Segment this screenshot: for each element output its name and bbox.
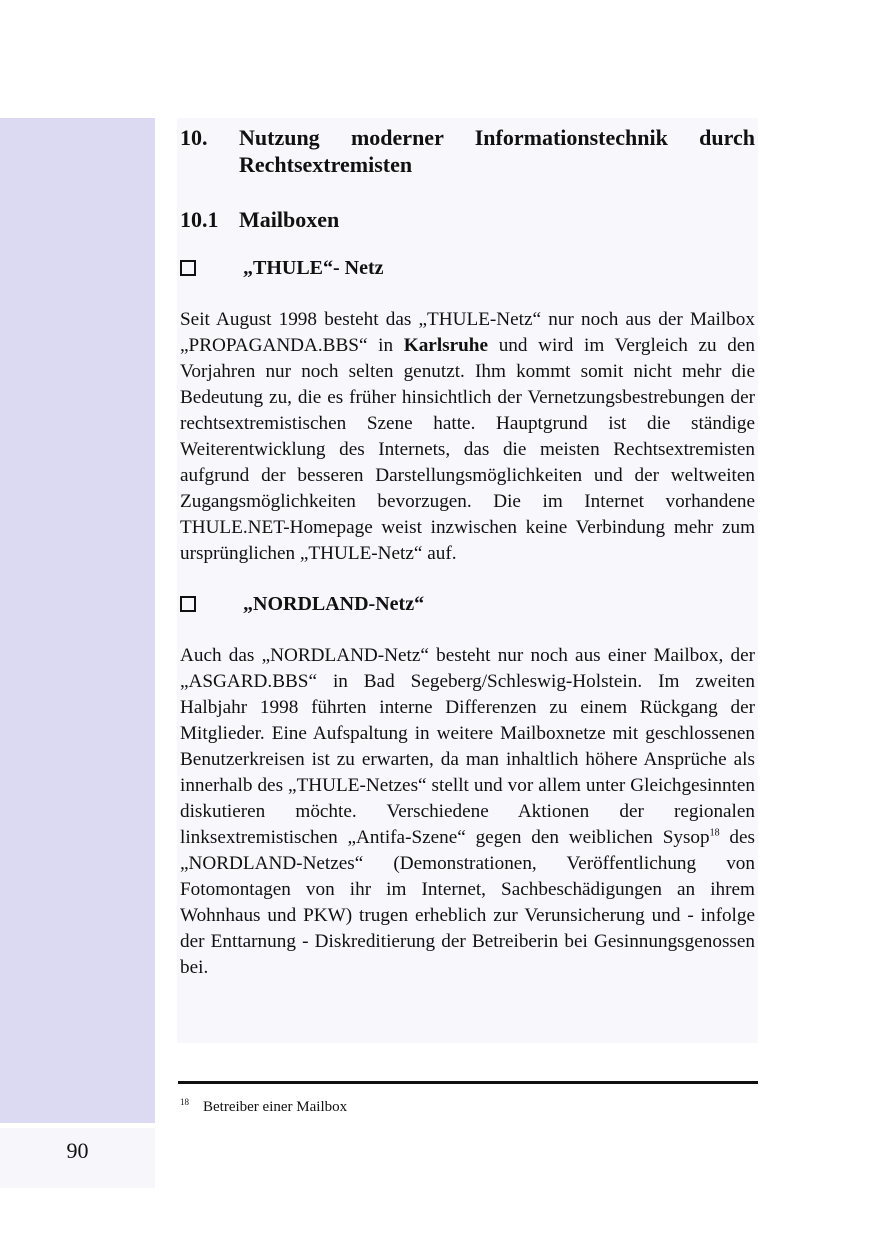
page-content <box>180 124 755 1000</box>
section-title: Mailboxen <box>239 207 340 232</box>
footnote <box>180 1097 347 1116</box>
paragraph-thule <box>180 307 755 567</box>
subsection-title-nordland: „NORDLAND-Netz“ <box>243 593 425 615</box>
paragraph-nordland-text-2: des „NORDLAND-Netzes“ (Demonstrationen, Veröffentlichung von Fotomontagen von ihr im Internet, Sachbeschädigungen an ihrem Wohnhaus und PKW) trugen erheblich zur Verunsicherung und - infolge der Enttarnung - Diskreditierung der Betreiberin bei Gesinnungsgenossen bei. <box>180 827 756 978</box>
chapter-number: 10. <box>180 125 208 150</box>
sidebar-band <box>0 118 155 1123</box>
paragraph-nordland-text-1: Auch das „NORDLAND-Netz“ besteht nur noch aus einer Mailbox, der „ASGARD.BBS“ in Bad Segeberg/Schleswig-Holstein. Im zweiten Halbjahr 1998 führten interne Differenzen zu einem Rückgang der Mitglieder. Eine Aufspaltung in weitere Mailboxnetze mit geschlossenen Benutzerkreisen ist zu erwarten, da man inhaltlich höhere Ansprüche als innerhalb des „THULE-Netzes“ stellt und vor allem unter Gleichgesinnten diskutieren möchte. Verschiedene Aktionen der regionalen linksextremistischen „Antifa-Szene“ gegen den weiblichen Sysop <box>180 645 755 848</box>
subsection-title-thule: „THULE“- Netz <box>243 257 384 279</box>
subsection-heading-thule <box>180 255 755 281</box>
section-heading <box>180 206 755 233</box>
paragraph-thule-bold: Karlsruhe <box>403 335 488 356</box>
section-number: 10.1 <box>180 207 219 232</box>
subsection-heading-nordland <box>180 591 755 617</box>
chapter-heading <box>180 124 755 178</box>
page-number: 90 <box>66 1138 89 1163</box>
footnote-reference[interactable]: 18 <box>709 827 720 839</box>
paragraph-thule-text-1: Seit August 1998 besteht das „THULE-Netz“ nur noch aus der Mailbox „PROPAGANDA.BBS“ in <box>180 309 755 356</box>
paragraph-thule-text-2: und wird im Vergleich zu den Vorjahren nur noch selten genutzt. Ihm kommt somit nicht mehr die Bedeutung zu, die es früher hinsichtlich der Vernetzungsbestrebungen der rechtsextremistischen Szene hatte. Hauptgrund ist die ständige Weiterentwicklung des Internets, das die meisten Rechtsextremisten aufgrund der besseren Darstellungsmöglichkeiten und der weltweiten Zugangsmöglichkeiten bevorzugen. Die im Internet vorhandene THULE.NET-Homepage weist inzwischen keine Verbindung mehr zum ursprünglichen „THULE-Netz“ auf. <box>180 335 755 564</box>
checkbox-bullet-icon <box>180 596 196 612</box>
footnote-divider <box>178 1081 758 1084</box>
checkbox-bullet-icon <box>180 260 196 276</box>
footnote-text: Betreiber einer Mailbox <box>203 1099 348 1115</box>
paragraph-nordland <box>180 643 755 981</box>
chapter-title: Nutzung moderner Informationstechnik durch Rechtsextremisten <box>239 125 755 177</box>
footnote-number: 18 <box>180 1097 189 1107</box>
